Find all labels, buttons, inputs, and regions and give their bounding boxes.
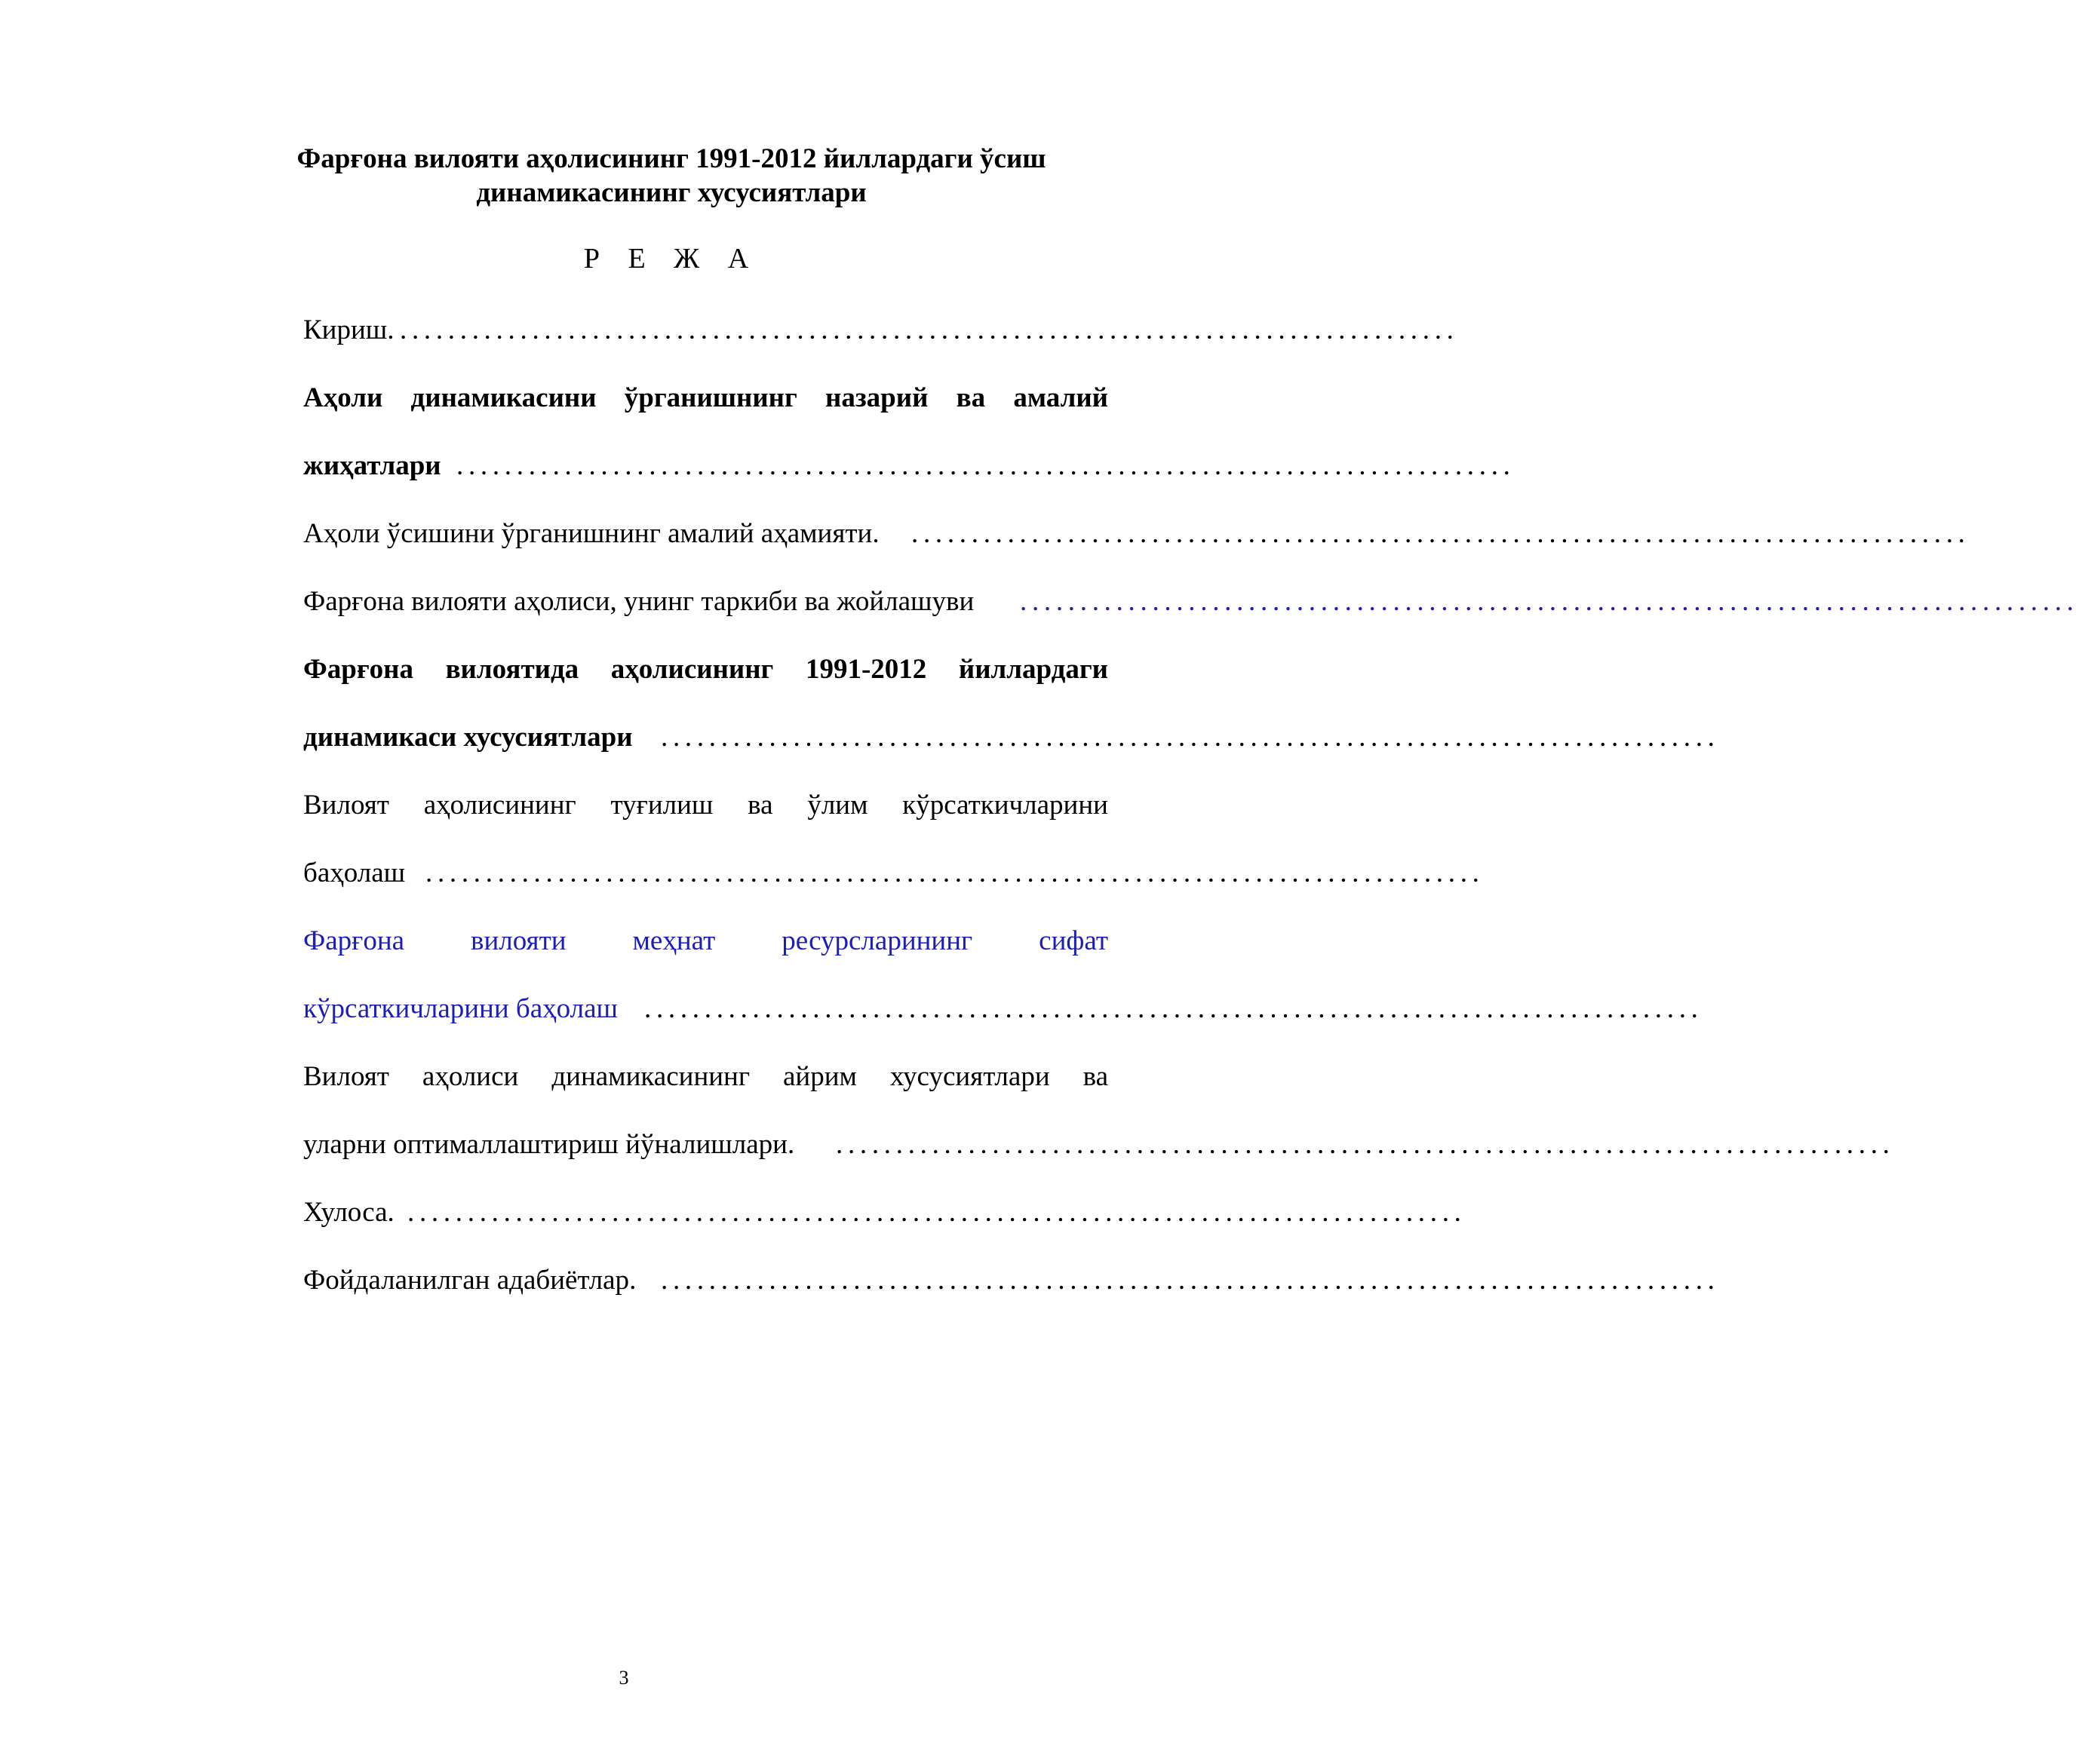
toc-entry-text: Кириш. <box>303 314 395 345</box>
toc-word: динамикасини <box>410 382 597 413</box>
document-title <box>196 142 1147 210</box>
document-title-line-2: динамикасининг хусусиятлари <box>476 177 867 208</box>
toc-chapter-title-line-2: жиҳатлари <box>303 450 441 481</box>
toc-word: туғилиш <box>610 790 714 821</box>
toc-word: амалий <box>1013 382 1108 413</box>
toc-entry-text-line-1 <box>303 1054 1108 1100</box>
toc-word: назарий <box>825 382 929 413</box>
toc-word: Аҳоли <box>303 382 383 413</box>
toc-entry-text: Аҳоли ўсишини ўрганишнинг амалий аҳамияти. <box>303 518 880 549</box>
toc-word: Вилоят <box>303 790 389 821</box>
toc-dot-leader: ........................................................................................ <box>644 993 1703 1024</box>
toc-entry-link-line-1[interactable] <box>303 919 1108 964</box>
toc-chapter-title-line-1 <box>303 376 1108 421</box>
toc-dot-leader: ........................................................................................ <box>425 857 1485 888</box>
toc-dot-leader: ........................................................................................ <box>661 1265 1720 1296</box>
toc-word: Фарғона <box>303 925 405 956</box>
toc-word: айрим <box>783 1061 857 1092</box>
toc-entry-link-line-2[interactable]: кўрсаткичларини баҳолаш <box>303 993 619 1024</box>
toc-word: ўлим <box>807 790 868 821</box>
toc-dot-leader: ........................................................................................ <box>911 518 1970 549</box>
toc-word: вилоятида <box>445 654 579 685</box>
toc-dot-leader: ........................................................................................ <box>1020 586 2079 617</box>
toc-word: йиллардаги <box>958 654 1108 685</box>
toc-dot-leader: ........................................................................................ <box>836 1129 1895 1160</box>
toc-word: аҳолиси <box>422 1061 519 1092</box>
toc-chapter-title-line-2: динамикаси хусусиятлари <box>303 722 633 753</box>
toc-word: ва <box>748 790 773 821</box>
toc-word: вилояти <box>471 925 567 956</box>
toc-entry-text-line-2: баҳолаш <box>303 857 406 888</box>
toc-dot-leader: ........................................................................................ <box>400 314 1459 345</box>
toc-word: аҳолисининг <box>423 790 576 821</box>
toc-word: сифат <box>1039 925 1108 956</box>
toc-word: 1991-2012 <box>805 654 927 685</box>
toc-chapter-title-line-1 <box>303 647 1108 692</box>
toc-word: кўрсаткичларини <box>902 790 1108 821</box>
toc-dot-leader: ........................................................................................ <box>661 722 1720 753</box>
toc-word: ресурсларининг <box>782 925 973 956</box>
toc-word: хусусиятлари <box>889 1061 1050 1092</box>
toc-entry-text-line-1 <box>303 783 1108 828</box>
toc-entry-text: Фойдаланилган адабиётлар. <box>303 1265 637 1296</box>
toc-entry-text: Хулоса. <box>303 1197 395 1228</box>
toc-dot-leader: ........................................................................................ <box>456 450 1515 481</box>
toc-word: Фарғона <box>303 654 413 685</box>
toc-entry-text-line-2: уларни оптималлаштириш йўналишлари. <box>303 1129 795 1160</box>
document-title-line-1: Фарғона вилояти аҳолисининг 1991-2012 йиллардаги ўсиш <box>296 143 1046 174</box>
toc-dot-leader: ........................................................................................ <box>407 1197 1466 1228</box>
toc-word: ва <box>1082 1061 1108 1092</box>
toc-word: аҳолисининг <box>610 654 774 685</box>
toc-word: ва <box>956 382 986 413</box>
toc-word: Вилоят <box>303 1061 389 1092</box>
toc-word: динамикасининг <box>551 1061 751 1092</box>
toc-word: ўрганишнинг <box>624 382 797 413</box>
toc-entry-text: Фарғона вилояти аҳолиси, унинг таркиби ва жойлашуви <box>303 586 975 617</box>
plan-heading: Р Е Ж А <box>583 243 760 275</box>
toc-word: меҳнат <box>632 925 716 956</box>
footer-page-number: 3 <box>619 1667 629 1689</box>
